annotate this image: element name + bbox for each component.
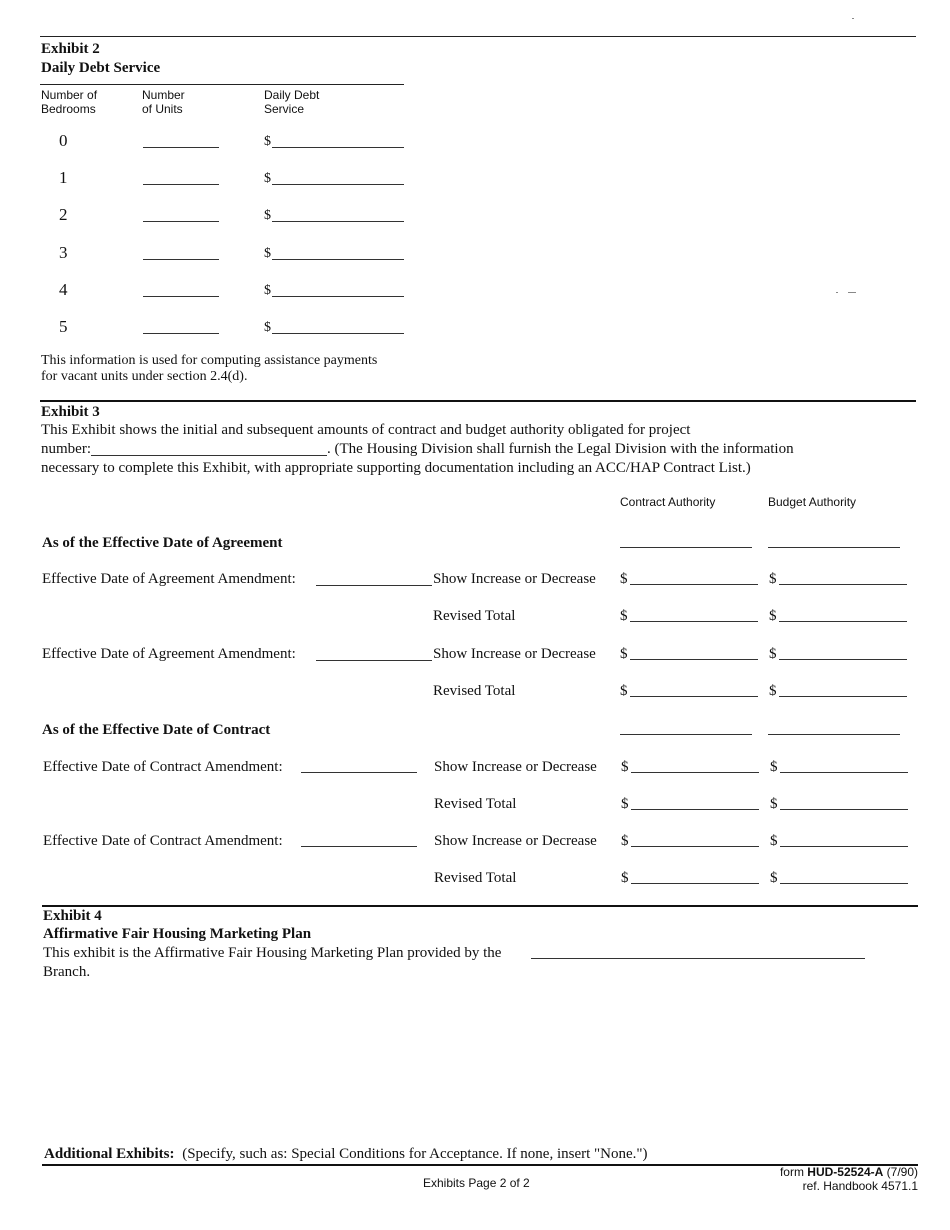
budget-revised-field[interactable] bbox=[779, 696, 907, 697]
dollar-sign: $ bbox=[770, 833, 778, 849]
units-field[interactable] bbox=[143, 333, 219, 334]
dollar-sign: $ bbox=[621, 796, 629, 812]
scan-speck bbox=[852, 18, 854, 19]
bedroom-count: 4 bbox=[59, 280, 68, 299]
bedroom-count: 5 bbox=[59, 317, 68, 336]
exhibit3-para-line1: This Exhibit shows the initial and subsequent amounts of contract and budget authority obligated for project bbox=[41, 422, 691, 438]
exhibit4-text-line2: Branch. bbox=[43, 964, 91, 980]
revised-total-label: Revised Total bbox=[433, 608, 516, 624]
budget-revised-field[interactable] bbox=[780, 809, 908, 810]
budget-revised-field[interactable] bbox=[780, 883, 908, 884]
units-field[interactable] bbox=[143, 184, 219, 185]
additional-exhibits-text: (Specify, such as: Special Conditions for Acceptance. If none, insert "None.") bbox=[182, 1146, 648, 1162]
form-id-block bbox=[700, 1165, 918, 1193]
dollar-sign: $ bbox=[264, 246, 271, 261]
exhibit2-subtitle: Daily Debt Service bbox=[41, 60, 161, 76]
exhibit2-title: Exhibit 2 bbox=[41, 41, 100, 57]
dollar-sign: $ bbox=[264, 283, 271, 298]
dollar-sign: $ bbox=[621, 833, 629, 849]
form-prefix: form bbox=[779, 1165, 808, 1179]
dollar-sign: $ bbox=[770, 870, 778, 886]
units-field[interactable] bbox=[143, 221, 219, 222]
contract-heading: As of the Effective Date of Contract bbox=[42, 722, 271, 738]
agreement-amendment-date-field[interactable] bbox=[316, 660, 432, 661]
contract-revised-field[interactable] bbox=[630, 621, 758, 622]
budget-revised-field[interactable] bbox=[779, 621, 907, 622]
agreement-heading: As of the Effective Date of Agreement bbox=[42, 535, 283, 551]
agreement-amendment-label: Effective Date of Agreement Amendment: bbox=[42, 571, 296, 587]
exhibit2-header-rule bbox=[40, 84, 404, 85]
additional-exhibits bbox=[44, 1145, 648, 1164]
dollar-sign: $ bbox=[620, 683, 628, 699]
agreement-amendment-label: Effective Date of Agreement Amendment: bbox=[42, 646, 296, 662]
branch-name-field[interactable] bbox=[531, 958, 865, 959]
units-field[interactable] bbox=[143, 259, 219, 260]
exhibit4-subtitle: Affirmative Fair Housing Marketing Plan bbox=[43, 926, 312, 942]
debt-service-field[interactable] bbox=[272, 184, 404, 185]
contract-increase-field[interactable] bbox=[630, 584, 758, 585]
top-rule bbox=[40, 36, 916, 37]
dollar-sign: $ bbox=[770, 796, 778, 812]
revised-total-label: Revised Total bbox=[434, 796, 517, 812]
col-header-units-line1: Number bbox=[142, 88, 185, 102]
exhibit4-top-rule bbox=[42, 905, 918, 907]
exhibit3-title: Exhibit 3 bbox=[41, 404, 100, 420]
revised-total-label: Revised Total bbox=[434, 870, 517, 886]
increase-decrease-label: Show Increase or Decrease bbox=[433, 646, 596, 662]
exhibit4-title: Exhibit 4 bbox=[43, 908, 102, 924]
contract-amendment-date-field[interactable] bbox=[301, 846, 417, 847]
agreement-amendment-date-field[interactable] bbox=[316, 585, 432, 586]
units-field[interactable] bbox=[143, 296, 219, 297]
increase-decrease-label: Show Increase or Decrease bbox=[434, 833, 597, 849]
col-header-service bbox=[264, 88, 319, 116]
col-header-units bbox=[142, 88, 185, 116]
col-header-contract-authority: Contract Authority bbox=[620, 495, 716, 509]
contract-increase-field[interactable] bbox=[630, 659, 758, 660]
exhibit3-para-label: number: bbox=[41, 441, 91, 457]
units-field[interactable] bbox=[143, 147, 219, 148]
contract-increase-field[interactable] bbox=[631, 846, 759, 847]
form-number bbox=[700, 1165, 918, 1179]
debt-service-field[interactable] bbox=[272, 333, 404, 334]
bedroom-count: 1 bbox=[59, 168, 68, 187]
bedroom-count: 2 bbox=[59, 205, 68, 224]
budget-increase-field[interactable] bbox=[779, 659, 907, 660]
col-header-bedrooms bbox=[41, 88, 97, 116]
bedroom-count: 3 bbox=[59, 243, 68, 262]
budget-increase-field[interactable] bbox=[780, 846, 908, 847]
bedroom-count: 0 bbox=[59, 131, 68, 150]
scan-speck bbox=[848, 292, 856, 293]
exhibit2-note-line2: for vacant units under section 2.4(d). bbox=[41, 369, 248, 384]
col-header-bedrooms-line2: Bedrooms bbox=[41, 102, 96, 116]
budget-increase-field[interactable] bbox=[780, 772, 908, 773]
contract-contract-initial-field[interactable] bbox=[620, 734, 752, 735]
scan-speck bbox=[836, 292, 838, 293]
contract-amendment-label: Effective Date of Contract Amendment: bbox=[43, 833, 283, 849]
contract-budget-initial-field[interactable] bbox=[768, 734, 900, 735]
form-id: HUD-52524-A bbox=[807, 1165, 884, 1179]
increase-decrease-label: Show Increase or Decrease bbox=[433, 571, 596, 587]
exhibit2-note-line1: This information is used for computing assistance payments bbox=[41, 353, 378, 368]
debt-service-field[interactable] bbox=[272, 221, 404, 222]
exhibit2-note bbox=[41, 353, 377, 385]
budget-increase-field[interactable] bbox=[779, 584, 907, 585]
exhibit4-text-line1: This exhibit is the Affirmative Fair Housing Marketing Plan provided by the bbox=[43, 945, 502, 961]
contract-revised-field[interactable] bbox=[630, 696, 758, 697]
dollar-sign: $ bbox=[620, 571, 628, 587]
additional-exhibits-label: Additional Exhibits: bbox=[44, 1146, 175, 1162]
col-header-service-line1: Daily Debt bbox=[264, 88, 320, 102]
handbook-ref: ref. Handbook 4571.1 bbox=[802, 1179, 918, 1193]
dollar-sign: $ bbox=[264, 134, 271, 149]
dollar-sign: $ bbox=[621, 870, 629, 886]
dollar-sign: $ bbox=[769, 608, 777, 624]
col-header-service-line2: Service bbox=[264, 102, 305, 116]
dollar-sign: $ bbox=[621, 759, 629, 775]
page-number: Exhibits Page 2 of 2 bbox=[423, 1176, 530, 1190]
contract-amendment-date-field[interactable] bbox=[301, 772, 417, 773]
dollar-sign: $ bbox=[769, 646, 777, 662]
dollar-sign: $ bbox=[769, 571, 777, 587]
dollar-sign: $ bbox=[264, 171, 271, 186]
form-date: (7/90) bbox=[883, 1165, 918, 1179]
debt-service-field[interactable] bbox=[272, 259, 404, 260]
contract-increase-field[interactable] bbox=[631, 772, 759, 773]
project-number-field[interactable] bbox=[91, 455, 327, 456]
contract-revised-field[interactable] bbox=[631, 809, 759, 810]
agreement-budget-initial-field[interactable] bbox=[768, 547, 900, 548]
dollar-sign: $ bbox=[264, 320, 271, 335]
debt-service-field[interactable] bbox=[272, 296, 404, 297]
debt-service-field[interactable] bbox=[272, 147, 404, 148]
agreement-contract-initial-field[interactable] bbox=[620, 547, 752, 548]
col-header-units-line2: of Units bbox=[142, 102, 183, 116]
exhibit3-top-rule bbox=[40, 400, 916, 402]
contract-revised-field[interactable] bbox=[631, 883, 759, 884]
exhibit3-para-line2: . (The Housing Division shall furnish the Legal Division with the information bbox=[327, 441, 794, 457]
exhibit3-para-line3: necessary to complete this Exhibit, with appropriate supporting documentation including an ACC/HAP Contract List.) bbox=[41, 460, 751, 476]
increase-decrease-label: Show Increase or Decrease bbox=[434, 759, 597, 775]
dollar-sign: $ bbox=[620, 608, 628, 624]
dollar-sign: $ bbox=[264, 208, 271, 223]
col-header-bedrooms-line1: Number of bbox=[41, 88, 98, 102]
dollar-sign: $ bbox=[770, 759, 778, 775]
revised-total-label: Revised Total bbox=[433, 683, 516, 699]
dollar-sign: $ bbox=[620, 646, 628, 662]
dollar-sign: $ bbox=[769, 683, 777, 699]
contract-amendment-label: Effective Date of Contract Amendment: bbox=[43, 759, 283, 775]
col-header-budget-authority: Budget Authority bbox=[768, 495, 857, 509]
